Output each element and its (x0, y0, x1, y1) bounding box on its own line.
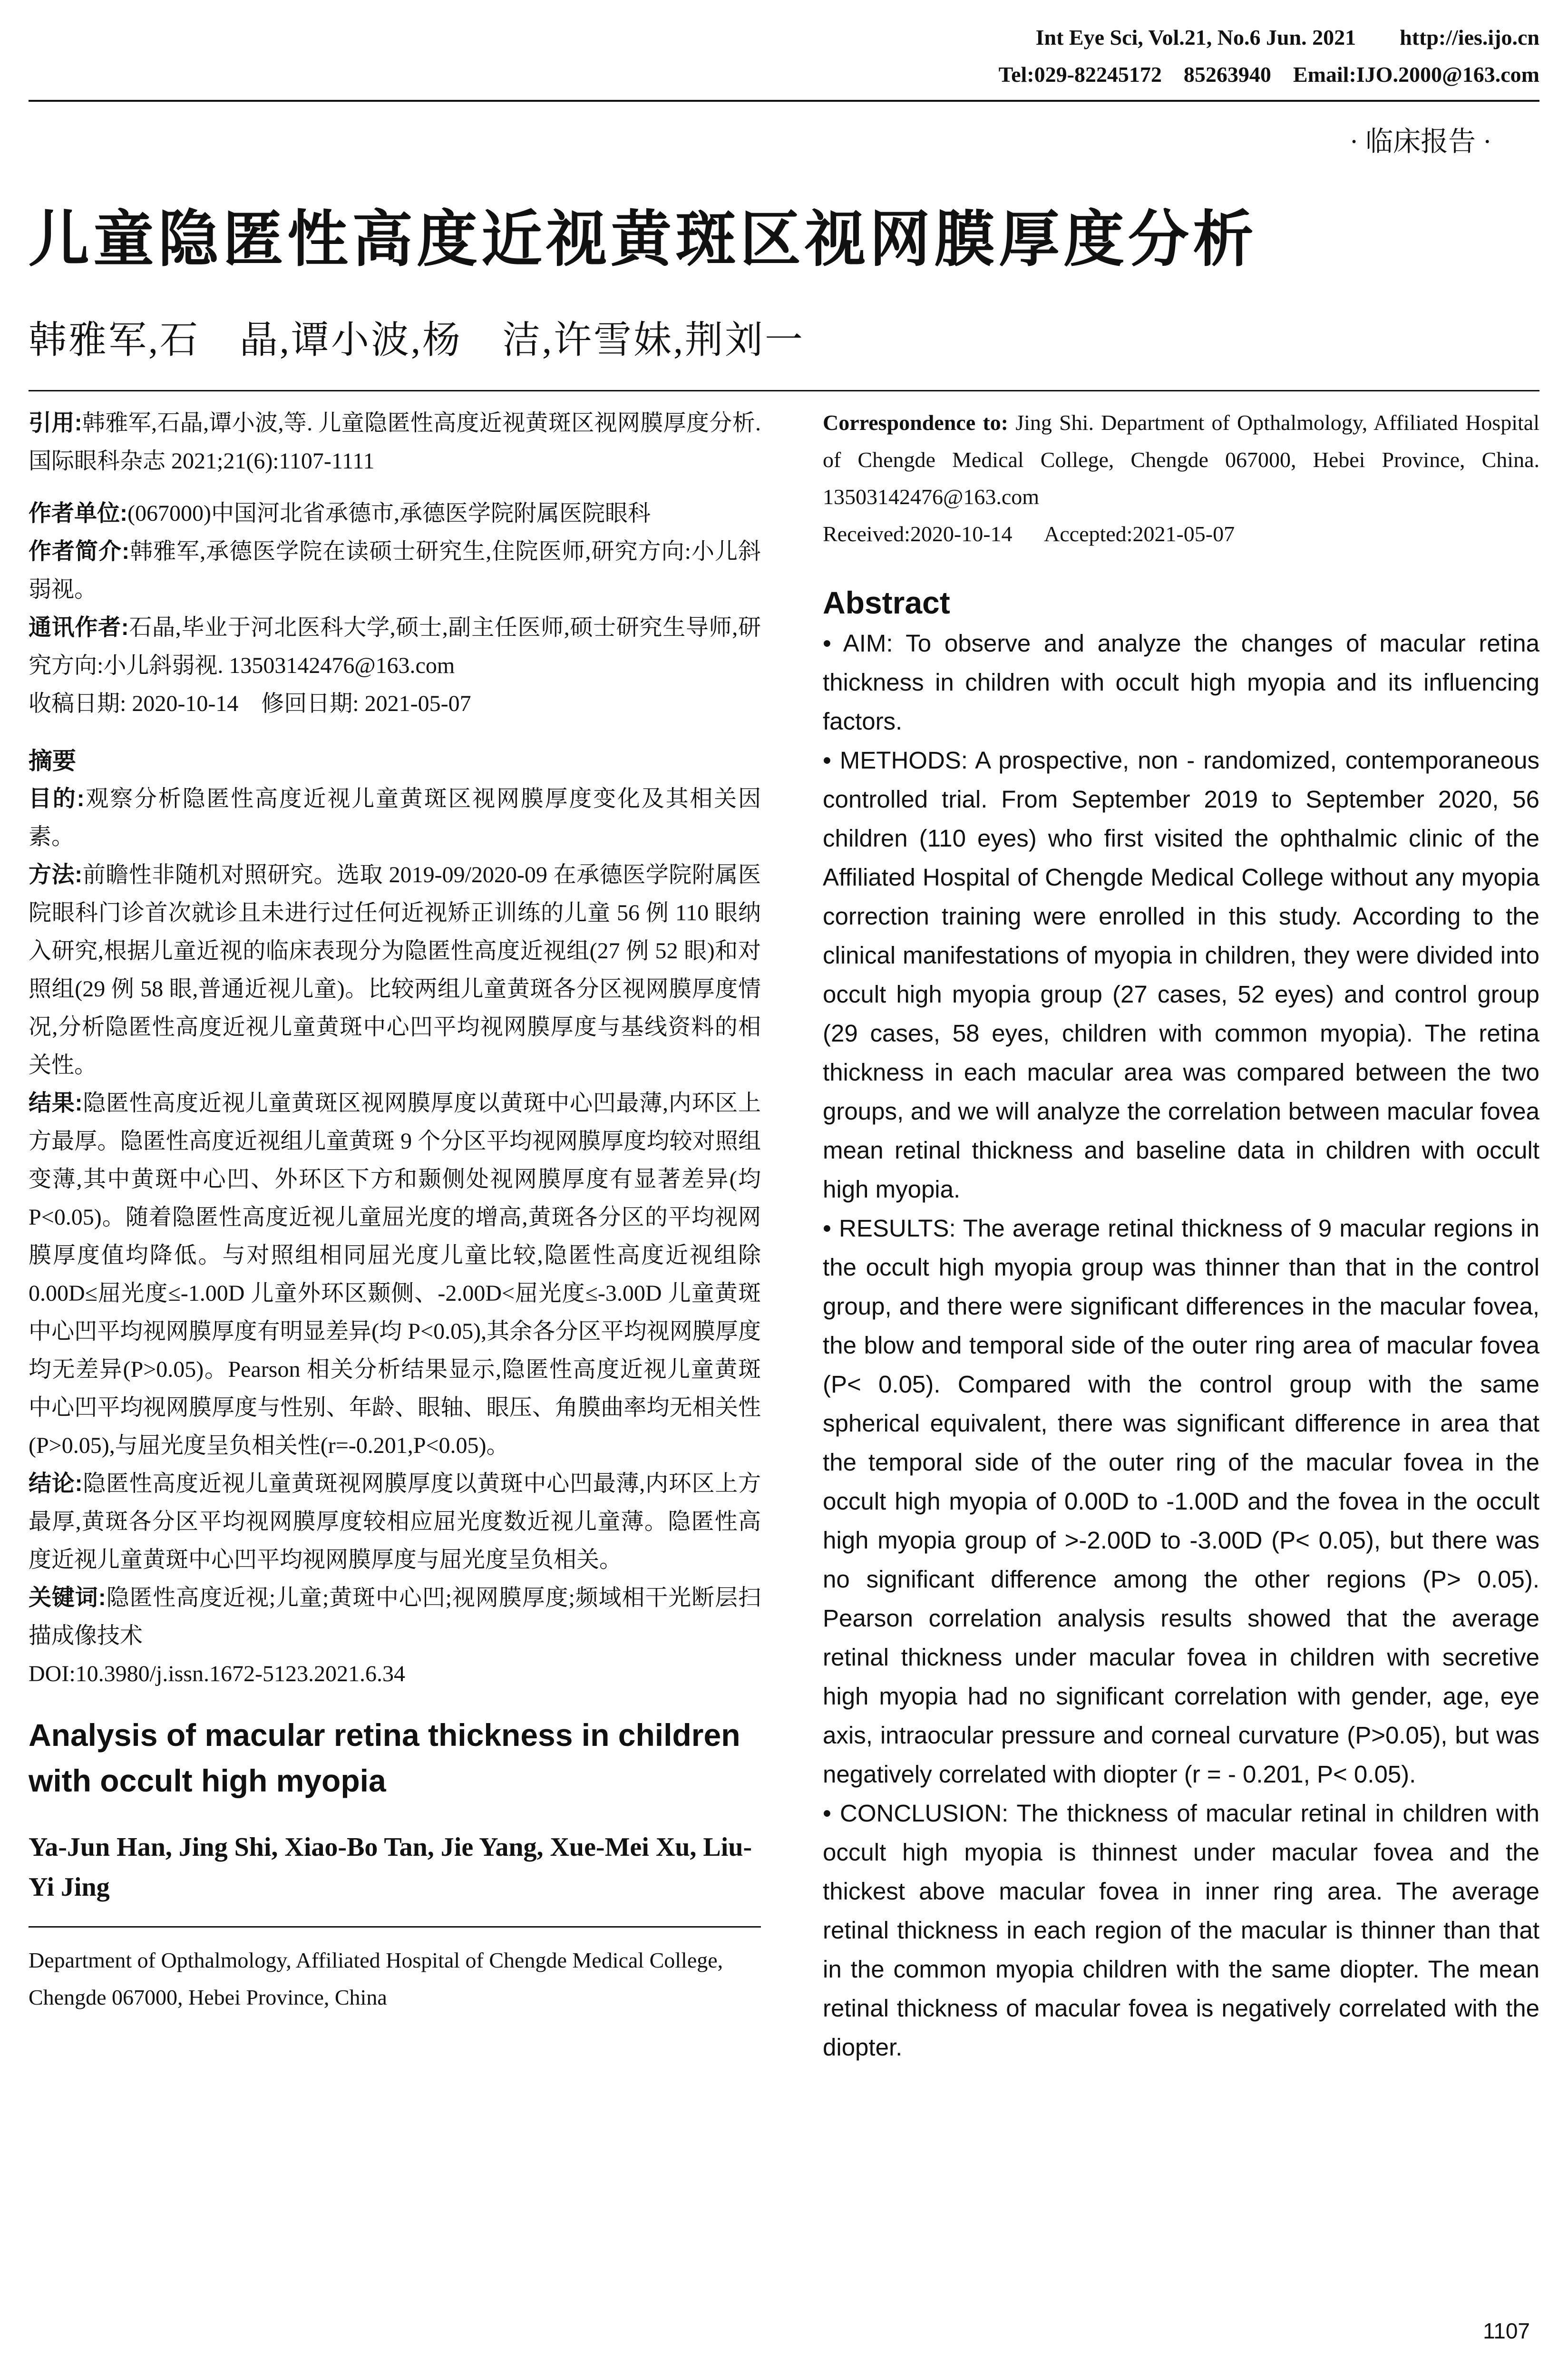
abstract-heading-cn: 摘要 (29, 748, 76, 774)
author-unit (29, 495, 761, 533)
methods-text: A prospective, non - randomized, contemporaneous controlled trial. From September 2019 to September 2020, 56 children (110 eyes) who first visited the ophthalmic clinic of the Affiliated Hospital of Chengde Medical College without any myopia correction training were enrolled in this study. According to the clinical manifestations of myopia in children, they were divided into occult high myopia group (27 cases, 52 eyes) and control group (29 cases, 58 eyes, children with common myopia). The retina thickness in each macular area was compared between the two groups, and we will analyze the correlation between macular fovea mean retinal thickness and baseline data in children with occult high myopia. (823, 747, 1539, 1203)
article-title: 儿童隐匿性高度近视黄斑区视网膜厚度分析 (29, 205, 1258, 273)
abstract-methods (823, 741, 1539, 1209)
author-list: 韩雅军,石 晶,谭小波,杨 洁,许雪妹,荆刘一 (29, 320, 805, 361)
aim-text: To observe and analyze the changes of macular retina thickness in children with occult high myopia and its influencing factors. (823, 630, 1539, 735)
conclusion-text: The thickness of macular retinal in children with occult high myopia is thinnest under macular fovea and the thickest above macular fovea in inner ring area. The average retinal thickness in each region of the macular is thinner than that in the common myopia children with the same diopter. The mean retinal thickness of macular fovea is negatively correlated with the diopter. (823, 1800, 1539, 2061)
correspondence-text: Jing Shi. Department of Opthalmology, Affiliated Hospital of Chengde Medical College, Chengde 067000, Hebei Province, China. 13503142476@163.com (823, 410, 1540, 509)
methods-label-cn: 方法: (29, 862, 83, 887)
author-unit-label: 作者单位: (29, 501, 127, 526)
author-bio-text: 韩雅军,承德医学院在读硕士研究生,住院医师,研究方向:小儿斜弱视。 (29, 539, 761, 602)
abstract-conclusion (823, 1794, 1539, 2067)
journal-citation-line: Int Eye Sci, Vol.21, No.6 Jun. 2021 http://ies.ijo.cn (1035, 25, 1539, 49)
results-label-cn: 结果: (29, 1091, 83, 1116)
abstract-aim-cn (29, 780, 761, 856)
correspondence (823, 404, 1539, 516)
conclusion-label: • CONCLUSION: (823, 1800, 1009, 1827)
results-text: The average retinal thickness of 9 macular regions in the occult high myopia group was thinner than that in the control group, and there were significant differences in the macular fovea, the blow and temporal side of the outer ring area of macular fovea (P< 0.05). Compared with the control group with the same spherical equivalent, there was significant difference in area that the temporal side of the outer ring of the macular fovea in the occult high myopia of 0.00D to -1.00D and the fovea in the occult high myopia group of >-2.00D to -3.00D (P< 0.05), but there was no significant difference among the other regions (P> 0.05). Pearson correlation analysis results showed that the average retinal thickness under macular fovea in children with secretive high myopia had no significant correlation with gender, age, eye axis, intraocular pressure and corneal curvature (P>0.05), but was negatively correlated with diopter (r = - 0.201, P< 0.05). (823, 1215, 1539, 1788)
header-rule (29, 100, 1539, 102)
methods-text-cn: 前瞻性非随机对照研究。选取 2019-09/2020-09 在承德医学院附属医院眼科门诊首次就诊且未进行过任何近视矫正训练的儿童 56 例 110 眼纳入研究,根据儿童近视的临床表现分为隐匿性高度近视组(27 例 52 眼)和对照组(29 例 58 眼,普通近视儿童)。比较两组儿童黄斑各分区视网膜厚度情况,分析隐匿性高度近视儿童黄斑中心凹平均视网膜厚度与基线资料的相关性。 (29, 862, 761, 1078)
correspondence-label: Correspondence to: (823, 410, 1008, 435)
citation-text: 韩雅军,石晶,谭小波,等. 儿童隐匿性高度近视黄斑区视网膜厚度分析. 国际眼科杂志 2021;21(6):1107-1111 (29, 410, 761, 474)
received-revised-dates: 收稿日期: 2020-10-14 修回日期: 2021-05-07 (29, 691, 471, 716)
affiliation: Department of Opthalmology, Affiliated Hospital of Chengde Medical College, Chengde 067000, Hebei Province, China (29, 1948, 723, 2009)
methods-label: • METHODS: (823, 747, 968, 774)
page-number: 1107 (1483, 2319, 1530, 2343)
keywords-label-cn: 关键词: (29, 1585, 106, 1610)
affiliation-rule (29, 1926, 761, 1928)
keywords-cn (29, 1579, 761, 1655)
author-bio-label: 作者简介: (29, 539, 130, 564)
section-label: · 临床报告 · (1349, 126, 1492, 157)
meta-rule (29, 390, 1539, 391)
journal-contact-line: Tel:029-82245172 85263940 Email:IJO.2000@163.com (998, 62, 1539, 87)
english-title: Analysis of macular retina thickness in children with occult high myopia (29, 1717, 740, 1798)
results-text-cn: 隐匿性高度近视儿童黄斑区视网膜厚度以黄斑中心凹最薄,内环区上方最厚。隐匿性高度近视组儿童黄斑 9 个分区平均视网膜厚度均较对照组变薄,其中黄斑中心凹、外环区下方和颞侧处视网膜厚度有显著差异(均 P<0.05)。随着隐匿性高度近视儿童屈光度的增高,黄斑各分区的平均视网膜厚度值均降低。与对照组相同屈光度儿童比较,隐匿性高度近视组除 0.00D≤屈光度≤-1.00D 儿童外环区颞侧、-2.00D<屈光度≤-3.00D 儿童黄斑中心凹平均视网膜厚度有明显差异(均 P<0.05),其余各分区平均视网膜厚度均无差异(P>0.05)。Pearson 相关分析结果显示,隐匿性高度近视儿童黄斑中心凹平均视网膜厚度与性别、年龄、眼轴、眼压、角膜曲率均无相关性(P>0.05),与屈光度呈负相关性(r=-0.201,P<0.05)。 (29, 1091, 761, 1458)
corresponding-author-label: 通讯作者: (29, 615, 129, 640)
received-accepted-dates: Received:2020-10-14 Accepted:2021-05-07 (823, 522, 1235, 546)
abstract-results-cn (29, 1084, 761, 1465)
abstract-aim (823, 624, 1539, 741)
keywords-text-cn: 隐匿性高度近视;儿童;黄斑中心凹;视网膜厚度;频域相干光断层扫描成像技术 (29, 1585, 761, 1648)
results-label: • RESULTS: (823, 1215, 956, 1242)
abstract-conclusion-cn (29, 1465, 761, 1579)
abstract-methods-cn (29, 856, 761, 1084)
right-column (823, 404, 1539, 2067)
aim-text-cn: 观察分析隐匿性高度近视儿童黄斑区视网膜厚度变化及其相关因素。 (29, 786, 761, 849)
author-unit-text: (067000)中国河北省承德市,承德医学院附属医院眼科 (127, 501, 651, 526)
corresponding-author-text: 石晶,毕业于河北医科大学,硕士,副主任医师,硕士研究生导师,研究方向:小儿斜弱视. 13503142476@163.com (29, 615, 761, 678)
author-bio (29, 533, 761, 609)
left-column (29, 404, 761, 2016)
citation-label: 引用: (29, 410, 82, 436)
conclusion-text-cn: 隐匿性高度近视儿童黄斑视网膜厚度以黄斑中心凹最薄,内环区上方最厚,黄斑各分区平均视网膜厚度较相应屈光度数近视儿童薄。隐匿性高度近视儿童黄斑中心凹平均视网膜厚度与屈光度呈负相关。 (29, 1471, 761, 1572)
corresponding-author (29, 609, 761, 685)
journal-header (29, 14, 1539, 105)
aim-label-cn: 目的: (29, 786, 85, 811)
doi: DOI:10.3980/j.issn.1672-5123.2021.6.34 (29, 1661, 405, 1686)
citation (29, 404, 761, 480)
aim-label: • AIM: (823, 630, 893, 657)
conclusion-label-cn: 结论: (29, 1471, 83, 1496)
abstract-results (823, 1209, 1539, 1794)
abstract-heading: Abstract (823, 585, 950, 620)
english-authors: Ya-Jun Han, Jing Shi, Xiao-Bo Tan, Jie Yang, Xue-Mei Xu, Liu-Yi Jing (29, 1832, 752, 1902)
